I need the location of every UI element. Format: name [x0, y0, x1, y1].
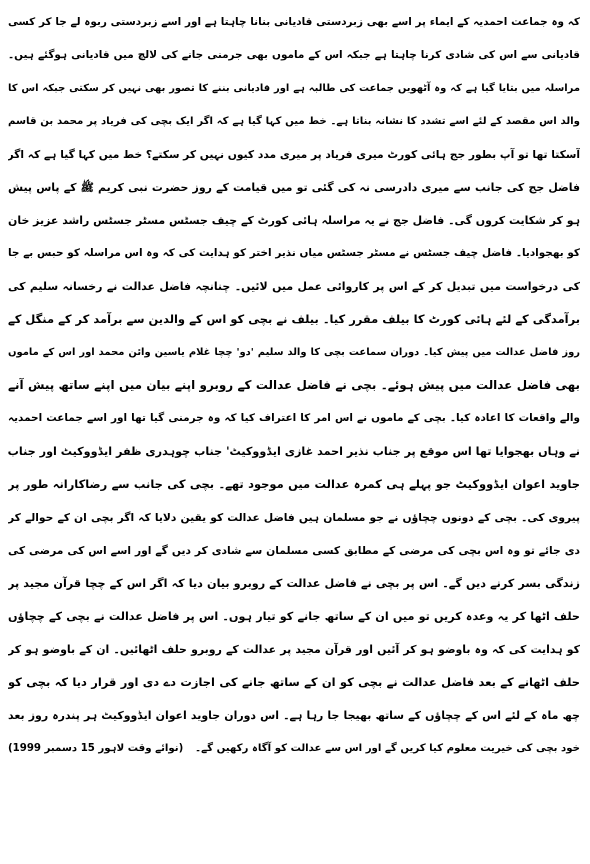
article-line-22: چھ ماہ کے لئے اس کے چچاؤں کے ساتھ بھیجا جا رہا ہے۔ اس دوران جاوید اعوان ایڈووکیٹ ہر پندرہ روز بعد: [8, 709, 580, 722]
article-line-14: نے وہاں بھجوایا تھا اس موقع پر جناب نذیر احمد غازی ایڈووکیٹ' جناب چوہدری ظفر ایڈووکیٹ اور جناب: [8, 445, 580, 458]
article-line-15: جاوید اعوان ایڈووکیٹ جو پہلے ہی کمرہ عدالت میں موجود تھے۔ بچی کی جانب سے رضاکارانہ طور پر: [8, 477, 580, 491]
article-line-18: زندگی بسر کرنے دیں گے۔ اس پر بچی نے فاضل عدالت کے روبرو بیان دیا کہ اگر اس کے چچا قرآن مجید پر: [8, 577, 580, 590]
article-line-11: روز فاضل عدالت میں پیش کیا۔ دوران سماعت بچی کا والد سلیم 'دو' چچا غلام یاسین وائن محمد اور اس کے ماموں: [8, 347, 580, 358]
article-final-line: [8, 732, 580, 765]
article-line-10: برآمدگی کے لئے ہائی کورٹ کا بیلف مقرر کیا۔ بیلف نے بچی کو اس کے والدین سے برآمد کر کے منگل کے: [8, 312, 580, 326]
article-line-20: کو ہدایت کی کہ وہ باوضو ہو کر آئیں اور قرآن مجید پر عدالت کے روبرو حلف اٹھائیں۔ ان کے باوضو ہو کر: [8, 643, 580, 656]
article-line-2: قادیانی سے اس کی شادی کرنا چاہتا ہے جبکہ اس کے ماموں بھی جرمنی جانے کی لالچ میں قادیانی ہوگئے ہیں۔: [8, 49, 580, 61]
article-line-5: آسکتا تھا تو آپ بطور جج ہائی کورٹ میری فریاد پر میری مدد کیوں نہیں کر سکتے؟ خط میں کہا گیا ہے کہ اگر: [8, 148, 580, 161]
article-line-19: حلف اٹھا کر یہ وعدہ کریں تو میں ان کے ساتھ جانے کو تیار ہوں۔ اس پر فاضل عدالت نے بچی کے چچاؤں: [8, 610, 580, 623]
article-line-9: کی درخواست میں تبدیل کر کے اس پر کاروائی عمل میں لائیں۔ چنانچہ فاضل عدالت نے رخسانہ سلیم کی: [8, 280, 580, 293]
article-line-3: مراسلہ میں بتایا گیا ہے کہ وہ آٹھویں جماعت کی طالبہ ہے اور قادیانی بننے کا تصور بھی نہیں کر سکتی جبکہ اس کا: [8, 83, 580, 94]
article-line-6: فاضل جج کی جانب سے میری دادرسی نہ کی گئی تو میں قیامت کے روز حضرت نبی کریم ﷺ کے پاس پیش: [8, 181, 580, 194]
article-line-1: کہ وہ جماعت احمدیہ کے ایماء پر اسے بھی زبردستی قادیانی بنانا چاہتا ہے اور اسے زبردستی ربوہ لے جا کر کسی: [8, 16, 580, 28]
article-line-4: والد اس مقصد کے لئے اسے تشدد کا نشانہ بناتا ہے۔ خط میں کہا گیا ہے کہ اگر ایک بچی کی فریاد پر محمد بن قاسم: [8, 116, 580, 127]
article-line-13: والے واقعات کا اعادہ کیا۔ بچی کے ماموں نے اس امر کا اعتراف کیا کہ وہ جرمنی گیا تھا اور اسے جماعت احمدیہ: [8, 412, 580, 424]
article-line-7: ہو کر شکایت کروں گی۔ فاضل جج نے یہ مراسلہ ہائی کورٹ کے چیف جسٹس مسٹر جسٹس راشد عزیز خان: [8, 214, 580, 227]
article-line-21: حلف اٹھانے کے بعد فاضل عدالت نے بچی کو ان کے ساتھ جانے کی اجازت دے دی اور قرار دیا کہ بچی کو: [8, 675, 580, 689]
article-line-16: پیروی کی۔ بچی کے دونوں چچاؤں نے جو مسلمان ہیں فاضل عدالت کو یقین دلایا کہ اگر بچی ان کے حوالے کر: [8, 511, 580, 524]
article-line-8: کو بھجوادیا۔ فاضل چیف جسٹس نے مسٹر جسٹس میاں نذیر اختر کو ہدایت کی کہ وہ اس مراسلہ کو حبس بے جا: [8, 247, 580, 259]
article-line-12: بھی فاضل عدالت میں پیش ہوئے۔ بچی نے فاضل عدالت کے روبرو اپنے بیان میں اپنے ساتھ پیش آنے: [8, 378, 580, 392]
article-line-17: دی جائے تو وہ اس بچی کی مرضی کے مطابق کسی مسلمان سے شادی کر دیں گے اور اسے اس کی مرضی کی: [8, 544, 580, 557]
source-credit: (نوائے وقت لاہور 15 دسمبر 1999): [8, 743, 184, 754]
article-closing-text: خود بچی کی خیریت معلوم کیا کریں گے اور اس سے عدالت کو آگاہ رکھیں گے۔: [195, 743, 580, 754]
